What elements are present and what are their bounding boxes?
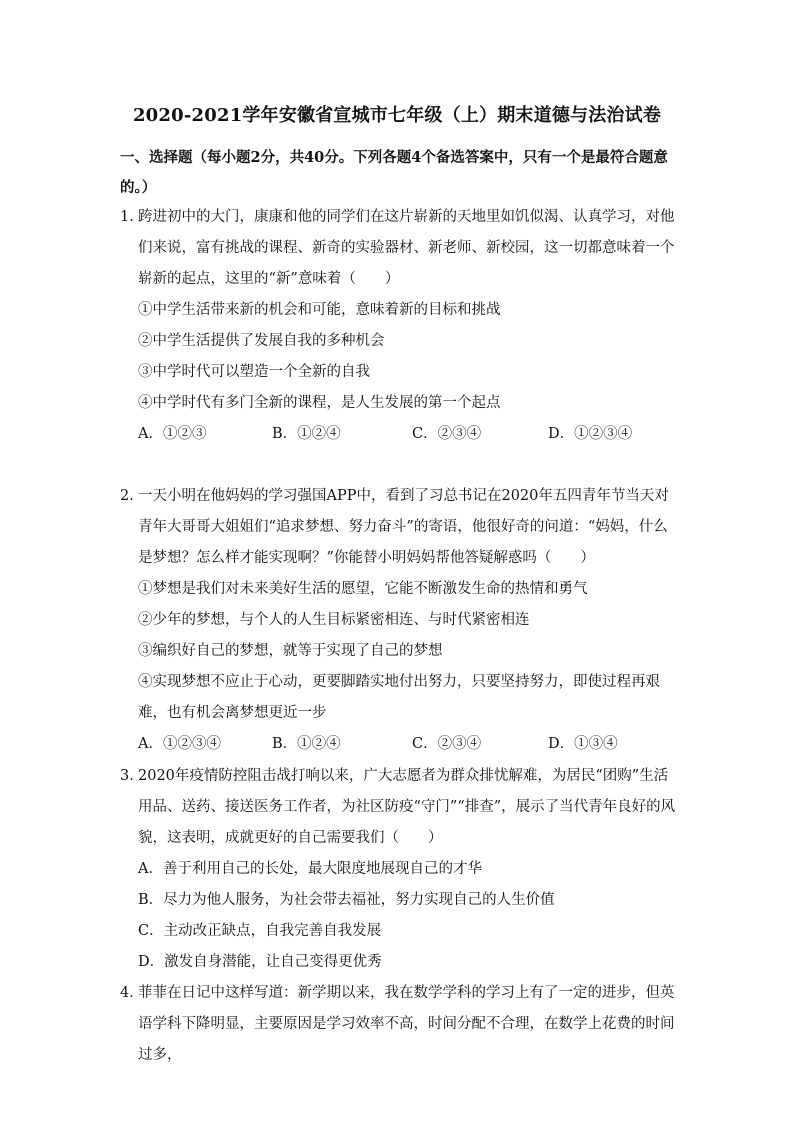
choice-d: D．①②③④ <box>548 426 633 442</box>
question-stem: 一天小明在他妈妈的学习强国APP中，看到了习总书记在2020年五四青年节当天对青年大哥哥大姐姐们“追求梦想、努力奋斗”的寄语，他很好奇的问道：“妈妈，什么是梦想？怎么样才能实现啊？”你能替小明妈妈帮他答疑解惑吗（ ） <box>138 488 669 566</box>
answer-choices <box>120 729 678 760</box>
option-d: D．激发自身潜能，让自己变得更优秀 <box>138 954 382 970</box>
choice-c: C．②③④ <box>412 736 482 752</box>
option-c: C．主动改正缺点，自我完善自我发展 <box>138 923 382 939</box>
exam-title: 2020-2021学年安徽省宣城市七年级（上）期末道德与法治试卷 <box>132 105 662 126</box>
question-3 <box>120 761 678 978</box>
choice-a: A．①②③ <box>138 426 207 442</box>
choice-a: A．①②③④ <box>138 736 221 752</box>
question-4 <box>120 978 678 1071</box>
choice-b: B．①②④ <box>272 736 341 752</box>
question-number: 3． <box>120 768 144 784</box>
question-number: 4． <box>120 985 144 1001</box>
choice-c: C．②③④ <box>412 426 482 442</box>
question-1 <box>120 202 678 450</box>
statement-3: ③中学时代可以塑造一个全新的自我 <box>138 364 370 380</box>
statement-3: ③编织好自己的梦想，就等于实现了自己的梦想 <box>138 643 443 659</box>
option-b: B．尽力为他人服务，为社会带去福祉，努力实现自己的人生价值 <box>138 892 555 908</box>
statement-2: ②少年的梦想，与个人的人生目标紧密相连、与时代紧密相连 <box>138 612 530 628</box>
statement-2: ②中学生活提供了发展自我的多种机会 <box>138 333 385 349</box>
question-stem: 跨进初中的大门，康康和他的同学们在这片崭新的天地里如饥似渴、认真学习，对他们来说，富有挑战的课程、新奇的实验器材、新老师、新校园，这一切都意味着一个崭新的起点，这里的“新”意味着（ ） <box>138 209 675 287</box>
answer-choices <box>120 419 678 450</box>
question-stem: 2020年疫情防控阻击战打响以来，广大志愿者为群众排忧解难，为居民“团购”生活用品、送药、接送医务工作者，为社区防疫“守门”“排查”，展示了当代青年良好的风貌，这表明，成就更好的自己需要我们（ ） <box>138 768 676 846</box>
question-stem: 菲菲在日记中这样写道：新学期以来，我在数学学科的学习上有了一定的进步，但英语学科下降明显，主要原因是学习效率不高，时间分配不合理，在数学上花费的时间过多， <box>138 985 675 1063</box>
question-number: 2． <box>120 488 144 504</box>
question-2 <box>120 481 678 760</box>
choice-d: D．①③④ <box>548 736 618 752</box>
section-heading: 一、选择题（每小题2分，共40分。下列各题4个备选答案中，只有一个是最符合题意的。） <box>120 149 668 196</box>
statement-4: ④中学时代有多门全新的课程，是人生发展的第一个起点 <box>138 395 501 411</box>
question-number: 1． <box>120 209 144 225</box>
statement-1: ①中学生活带来新的机会和可能，意味着新的目标和挑战 <box>138 302 501 318</box>
option-a: A．善于利用自己的长处，最大限度地展现自己的才华 <box>138 861 482 877</box>
statement-1: ①梦想是我们对未来美好生活的愿望，它能不断激发生命的热情和勇气 <box>138 581 588 597</box>
choice-b: B．①②④ <box>272 426 341 442</box>
statement-4: ④实现梦想不应止于心动，更要脚踏实地付出努力，只要坚持努力，即使过程再艰难，也有机会离梦想更近一步 <box>138 674 660 721</box>
